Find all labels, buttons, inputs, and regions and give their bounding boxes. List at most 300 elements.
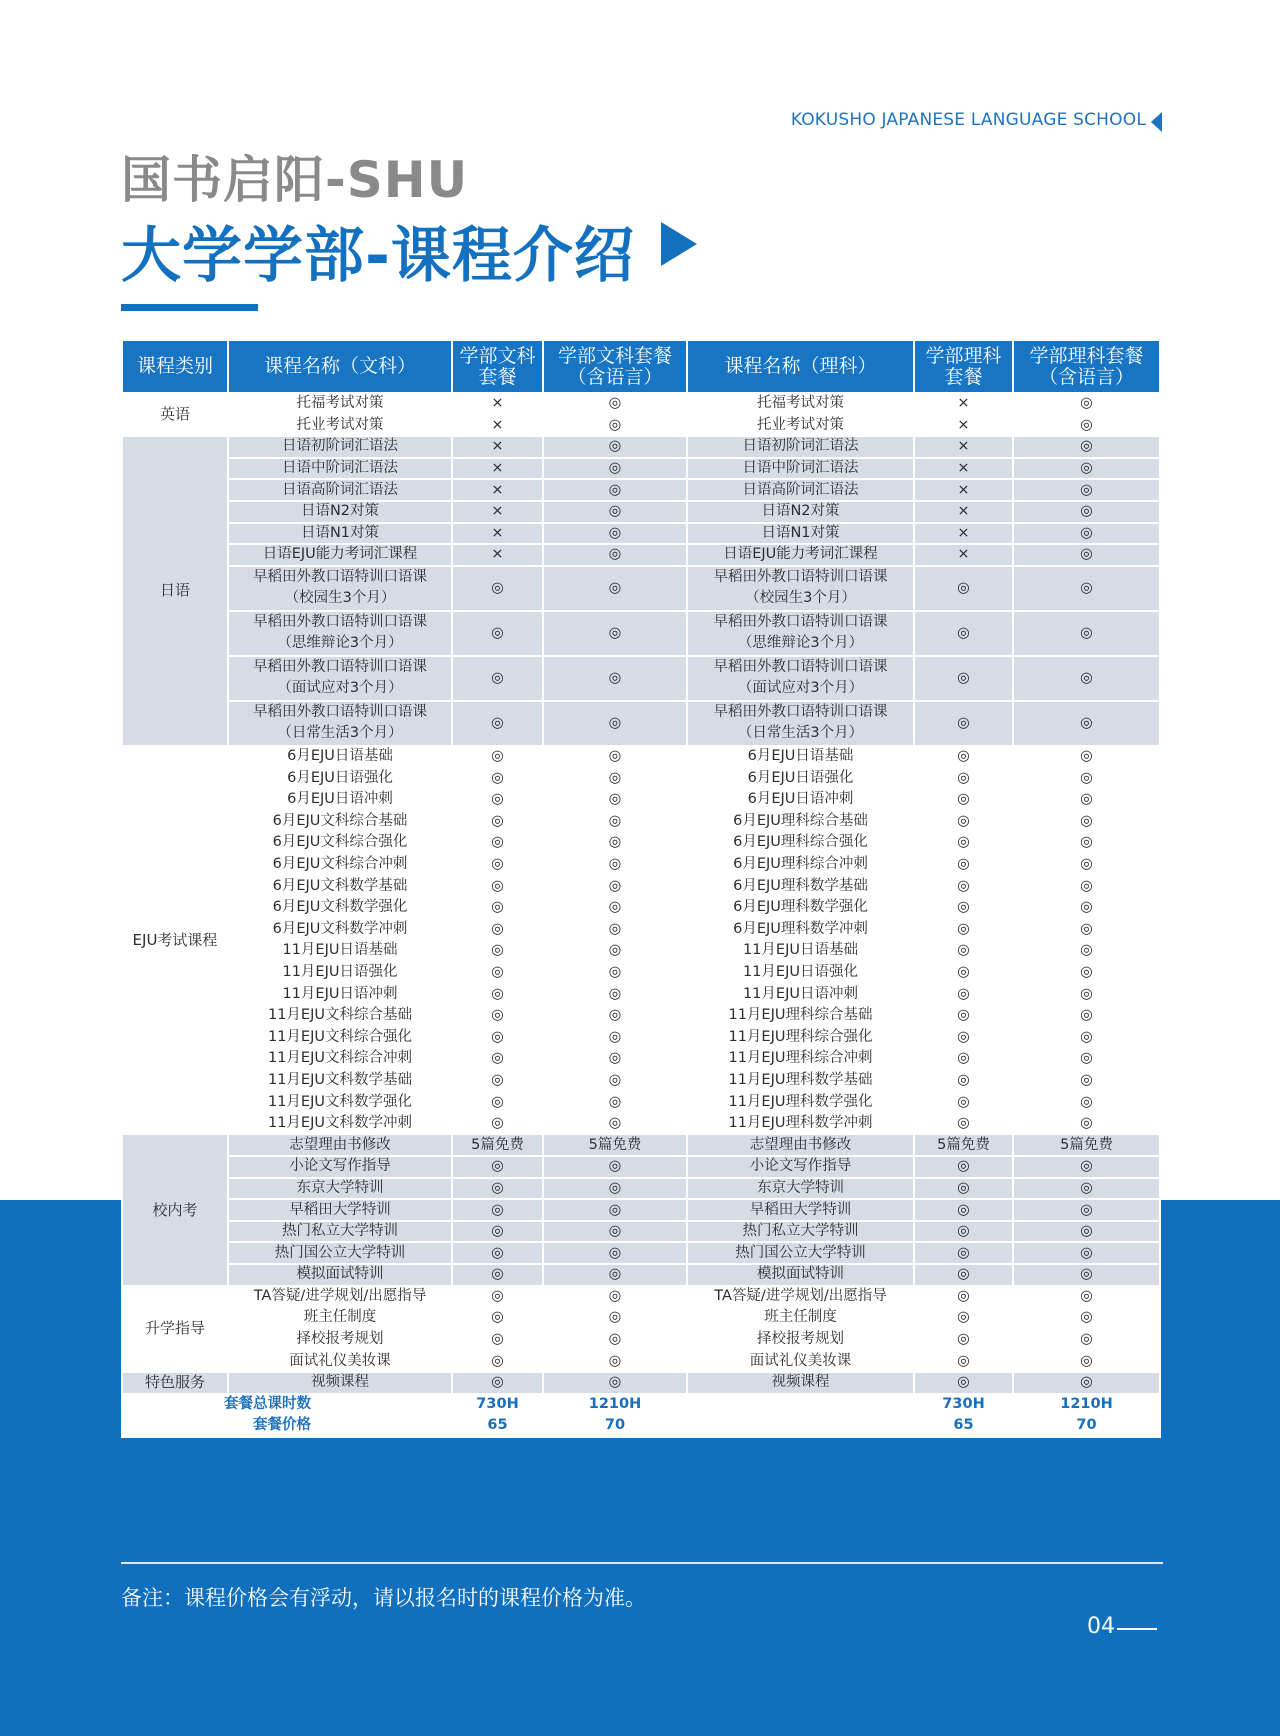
science-package-mark: ◎ [914,1091,1013,1113]
table-row [122,656,1160,701]
summary-science-package: 65 [914,1415,1013,1437]
arts-package-language-mark: ◎ [543,832,687,854]
table-row [122,919,1160,941]
science-package-mark: × [914,544,1013,566]
course-name-science: 11月EJU理科数学基础 [687,1070,914,1092]
table-row [122,501,1160,523]
course-name-science: 11月EJU理科数学冲刺 [687,1113,914,1135]
course-name-science: 日语高阶词汇语法 [687,479,914,501]
title-arrow-icon [661,222,697,266]
science-package-language-mark: ◎ [1013,897,1160,919]
science-package-mark: ◎ [914,701,1013,746]
table-row [122,983,1160,1005]
arts-package-language-mark: ◎ [543,854,687,876]
science-package-language-mark: ◎ [1013,1307,1160,1329]
science-package-language-mark: ◎ [1013,479,1160,501]
science-package-language-mark: ◎ [1013,566,1160,611]
science-package-language-mark: ◎ [1013,1048,1160,1070]
arts-package-language-mark: ◎ [543,656,687,701]
science-package-mark: ◎ [914,1070,1013,1092]
arts-package-language-mark: ◎ [543,767,687,789]
science-package-language-mark: ◎ [1013,1005,1160,1027]
course-name-arts: 托福考试对策 [228,393,452,415]
arts-package-mark: ◎ [452,656,543,701]
table-row [122,1113,1160,1135]
science-package-mark: ◎ [914,919,1013,941]
course-table [121,339,1161,1438]
arts-package-language-mark: ◎ [543,566,687,611]
course-name-science: 11月EJU日语冲刺 [687,983,914,1005]
course-name-arts: 6月EJU文科数学基础 [228,875,452,897]
arts-package-language-mark: ◎ [543,1242,687,1264]
category-cell: 日语 [122,436,228,746]
arts-package-language-mark: ◎ [543,940,687,962]
arts-package-language-mark: ◎ [543,523,687,545]
course-name-science: 日语中阶词汇语法 [687,458,914,480]
science-package-language-mark: ◎ [1013,746,1160,768]
summary-spacer [687,1394,914,1416]
arts-package-mark: ◎ [452,1307,543,1329]
table-header-row [122,340,1160,393]
course-name-science: 6月EJU理科综合冲刺 [687,854,914,876]
science-package-mark: × [914,479,1013,501]
science-package-language-mark: ◎ [1013,940,1160,962]
course-name-arts: 6月EJU日语冲刺 [228,789,452,811]
science-package-language-mark: ◎ [1013,983,1160,1005]
course-name-arts: 小论文写作指导 [228,1156,452,1178]
table-row [122,1350,1160,1372]
course-name-science: 日语初阶词汇语法 [687,436,914,458]
course-name-science: 6月EJU理科数学基础 [687,875,914,897]
science-package-language-mark: ◎ [1013,1242,1160,1264]
arts-package-language-mark: ◎ [543,1286,687,1308]
science-package-mark: ◎ [914,854,1013,876]
course-name-science: 11月EJU理科综合基础 [687,1005,914,1027]
course-name-science: 11月EJU理科综合强化 [687,1026,914,1048]
arts-package-mark: ◎ [452,962,543,984]
arts-package-mark: ◎ [452,919,543,941]
arts-package-language-mark: ◎ [543,1048,687,1070]
table-row [122,701,1160,746]
course-name-science: 6月EJU理科数学强化 [687,897,914,919]
science-package-mark: ◎ [914,1026,1013,1048]
table-body [122,393,1160,1437]
table-row [122,1070,1160,1092]
header-name-science: 课程名称（理科） [687,340,914,393]
arts-package-mark: × [452,523,543,545]
science-package-mark: ◎ [914,811,1013,833]
table-row [122,1048,1160,1070]
science-package-mark: ◎ [914,1307,1013,1329]
arts-package-language-mark: ◎ [543,1221,687,1243]
arts-package-mark: × [452,479,543,501]
summary-science-package-language: 70 [1013,1415,1160,1437]
arts-package-mark: ◎ [452,1156,543,1178]
arts-package-language-mark: ◎ [543,415,687,437]
science-package-mark: ◎ [914,656,1013,701]
arts-package-language-mark: ◎ [543,897,687,919]
science-package-mark: × [914,523,1013,545]
arts-package-language-mark: ◎ [543,1264,687,1286]
table-row [122,767,1160,789]
course-name-science: 11月EJU日语强化 [687,962,914,984]
science-package-language-mark: ◎ [1013,436,1160,458]
course-name-science: 视频课程 [687,1372,914,1394]
arts-package-mark: ◎ [452,1242,543,1264]
science-package-language-mark: ◎ [1013,415,1160,437]
science-package-mark: ◎ [914,1350,1013,1372]
course-name-arts: 日语中阶词汇语法 [228,458,452,480]
table-row [122,940,1160,962]
table-row [122,1372,1160,1394]
science-package-mark: ◎ [914,1372,1013,1394]
summary-arts-package-language: 1210H [543,1394,687,1416]
course-name-arts: 6月EJU文科综合强化 [228,832,452,854]
science-package-language-mark: ◎ [1013,1329,1160,1351]
arts-package-language-mark: ◎ [543,393,687,415]
arts-package-mark: ◎ [452,1091,543,1113]
table-row [122,1307,1160,1329]
course-name-science: 班主任制度 [687,1307,914,1329]
science-package-mark: ◎ [914,1242,1013,1264]
arts-package-language-mark: ◎ [543,1026,687,1048]
arts-package-language-mark: ◎ [543,1350,687,1372]
science-package-mark: × [914,415,1013,437]
course-name-arts: 11月EJU文科综合基础 [228,1005,452,1027]
table-row [122,415,1160,437]
science-package-language-mark: ◎ [1013,854,1160,876]
course-name-science: 11月EJU日语基础 [687,940,914,962]
arts-package-mark: × [452,458,543,480]
course-name-science: 6月EJU理科综合强化 [687,832,914,854]
table-row [122,1264,1160,1286]
science-package-language-mark: ◎ [1013,1091,1160,1113]
science-package-language-mark: ◎ [1013,962,1160,984]
course-name-arts: 热门国公立大学特训 [228,1242,452,1264]
table-row [122,962,1160,984]
science-package-language-mark: ◎ [1013,1199,1160,1221]
table-row [122,1242,1160,1264]
course-name-science: 热门私立大学特训 [687,1221,914,1243]
category-cell: 升学指导 [122,1286,228,1372]
science-package-mark: ◎ [914,746,1013,768]
arts-package-mark: × [452,436,543,458]
header-arts-package-language: 学部文科套餐 （含语言） [543,340,687,393]
table-row [122,566,1160,611]
course-name-arts: 11月EJU文科数学基础 [228,1070,452,1092]
course-name-science: 托业考试对策 [687,415,914,437]
course-name-arts: 热门私立大学特训 [228,1221,452,1243]
course-name-arts: 择校报考规划 [228,1329,452,1351]
course-name-arts: 11月EJU文科综合冲刺 [228,1048,452,1070]
arts-package-mark: ◎ [452,811,543,833]
science-package-mark: ◎ [914,767,1013,789]
science-package-language-mark: ◎ [1013,544,1160,566]
category-cell: 英语 [122,393,228,436]
science-package-language-mark: ◎ [1013,656,1160,701]
arts-package-mark: ◎ [452,1178,543,1200]
table-row [122,1199,1160,1221]
summary-arts-package-language: 70 [543,1415,687,1437]
course-name-arts: 日语N2对策 [228,501,452,523]
arts-package-mark: ◎ [452,701,543,746]
table-row [122,479,1160,501]
science-package-language-mark: ◎ [1013,701,1160,746]
science-package-language-mark: ◎ [1013,875,1160,897]
science-package-language-mark: ◎ [1013,919,1160,941]
course-name-arts: 日语EJU能力考词汇课程 [228,544,452,566]
arts-package-language-mark: ◎ [543,1113,687,1135]
table-row [122,854,1160,876]
arts-package-language-mark: 5篇免费 [543,1134,687,1156]
science-package-language-mark: ◎ [1013,1113,1160,1135]
science-package-mark: ◎ [914,1221,1013,1243]
arts-package-language-mark: ◎ [543,1005,687,1027]
arts-package-mark: 5篇免费 [452,1134,543,1156]
arts-package-language-mark: ◎ [543,1178,687,1200]
science-package-mark: ◎ [914,875,1013,897]
science-package-mark: × [914,458,1013,480]
table-row [122,544,1160,566]
category-cell: 特色服务 [122,1372,228,1394]
course-name-science: 6月EJU理科数学冲刺 [687,919,914,941]
table-row [122,436,1160,458]
science-package-language-mark: ◎ [1013,832,1160,854]
table-row [122,1091,1160,1113]
arts-package-mark: ◎ [452,940,543,962]
arts-package-language-mark: ◎ [543,1329,687,1351]
arts-package-language-mark: ◎ [543,746,687,768]
course-name-science: 托福考试对策 [687,393,914,415]
course-name-science: 日语N1对策 [687,523,914,545]
arts-package-mark: ◎ [452,897,543,919]
course-name-science: 早稻田大学特训 [687,1199,914,1221]
table-row [122,611,1160,656]
science-package-language-mark: ◎ [1013,1026,1160,1048]
page-number-line [1117,1628,1157,1630]
arts-package-language-mark: ◎ [543,789,687,811]
arts-package-mark: ◎ [452,832,543,854]
science-package-mark: ◎ [914,1329,1013,1351]
course-name-science: 早稻田外教口语特训口语课 （思维辩论3个月） [687,611,914,656]
course-name-science: 东京大学特训 [687,1178,914,1200]
course-name-arts: 6月EJU文科数学强化 [228,897,452,919]
science-package-mark: ◎ [914,1156,1013,1178]
science-package-mark: ◎ [914,1199,1013,1221]
header-name-arts: 课程名称（文科） [228,340,452,393]
course-name-arts: 6月EJU日语基础 [228,746,452,768]
arts-package-mark: ◎ [452,746,543,768]
course-name-arts: 日语N1对策 [228,523,452,545]
table-row [122,1329,1160,1351]
science-package-mark: ◎ [914,897,1013,919]
page-title: 大学学部-课程介绍 [121,221,635,291]
arts-package-mark: × [452,415,543,437]
arts-package-mark: ◎ [452,789,543,811]
arts-package-language-mark: ◎ [543,811,687,833]
science-package-mark: ◎ [914,983,1013,1005]
table-row [122,789,1160,811]
course-name-arts: 11月EJU文科综合强化 [228,1026,452,1048]
course-name-arts: 早稻田外教口语特训口语课 （日常生活3个月） [228,701,452,746]
arts-package-mark: ◎ [452,1350,543,1372]
science-package-language-mark: 5篇免费 [1013,1134,1160,1156]
science-package-mark: ◎ [914,789,1013,811]
table-row [122,1178,1160,1200]
course-name-arts: 早稻田外教口语特训口语课 （校园生3个月） [228,566,452,611]
title-underline [121,304,258,311]
course-name-science: 模拟面试特训 [687,1264,914,1286]
course-name-arts: 面试礼仪美妆课 [228,1350,452,1372]
science-package-language-mark: ◎ [1013,789,1160,811]
science-package-mark: × [914,436,1013,458]
course-name-science: 6月EJU日语基础 [687,746,914,768]
page-subtitle: 国书启阳-SHU [121,151,469,209]
summary-row [122,1394,1160,1416]
science-package-mark: ◎ [914,1178,1013,1200]
science-package-mark: ◎ [914,962,1013,984]
science-package-mark: ◎ [914,832,1013,854]
summary-science-package: 730H [914,1394,1013,1416]
arts-package-mark: × [452,544,543,566]
header-category: 课程类别 [122,340,228,393]
table-row [122,1134,1160,1156]
course-name-arts: 日语高阶词汇语法 [228,479,452,501]
summary-row [122,1415,1160,1437]
school-arrow-icon [1151,112,1162,132]
science-package-language-mark: ◎ [1013,501,1160,523]
note-divider [121,1562,1163,1564]
category-cell: EJU考试课程 [122,746,228,1135]
header-science-package-language: 学部理科套餐 （含语言） [1013,340,1160,393]
course-name-arts: 东京大学特训 [228,1178,452,1200]
course-name-science: 择校报考规划 [687,1329,914,1351]
table-row [122,1026,1160,1048]
science-package-mark: ◎ [914,1264,1013,1286]
science-package-language-mark: ◎ [1013,811,1160,833]
arts-package-mark: ◎ [452,1221,543,1243]
course-name-science: TA答疑/进学规划/出愿指导 [687,1286,914,1308]
course-name-arts: 志望理由书修改 [228,1134,452,1156]
arts-package-mark: ◎ [452,1264,543,1286]
arts-package-language-mark: ◎ [543,875,687,897]
arts-package-language-mark: ◎ [543,544,687,566]
course-name-arts: 早稻田大学特训 [228,1199,452,1221]
arts-package-mark: ◎ [452,1329,543,1351]
arts-package-mark: ◎ [452,983,543,1005]
course-name-science: 11月EJU理科综合冲刺 [687,1048,914,1070]
table-row [122,875,1160,897]
science-package-language-mark: ◎ [1013,1286,1160,1308]
table-row [122,1156,1160,1178]
arts-package-mark: ◎ [452,1113,543,1135]
course-name-science: 早稻田外教口语特训口语课 （日常生活3个月） [687,701,914,746]
arts-package-language-mark: ◎ [543,1091,687,1113]
arts-package-language-mark: ◎ [543,983,687,1005]
science-package-mark: ◎ [914,1005,1013,1027]
science-package-language-mark: ◎ [1013,393,1160,415]
course-name-science: 6月EJU日语冲刺 [687,789,914,811]
course-name-arts: 托业考试对策 [228,415,452,437]
arts-package-language-mark: ◎ [543,611,687,656]
course-name-arts: TA答疑/进学规划/出愿指导 [228,1286,452,1308]
course-name-science: 小论文写作指导 [687,1156,914,1178]
arts-package-mark: ◎ [452,1286,543,1308]
arts-package-mark: ◎ [452,854,543,876]
course-name-science: 日语EJU能力考词汇课程 [687,544,914,566]
science-package-language-mark: ◎ [1013,611,1160,656]
science-package-mark: 5篇免费 [914,1134,1013,1156]
course-name-science: 热门国公立大学特训 [687,1242,914,1264]
summary-label: 套餐价格 [122,1415,452,1437]
arts-package-mark: ◎ [452,767,543,789]
science-package-language-mark: ◎ [1013,1221,1160,1243]
arts-package-language-mark: ◎ [543,1199,687,1221]
course-name-arts: 11月EJU文科数学强化 [228,1091,452,1113]
course-name-science: 6月EJU日语强化 [687,767,914,789]
science-package-language-mark: ◎ [1013,458,1160,480]
table-row [122,1286,1160,1308]
science-package-mark: ◎ [914,566,1013,611]
science-package-language-mark: ◎ [1013,523,1160,545]
arts-package-language-mark: ◎ [543,1372,687,1394]
arts-package-language-mark: ◎ [543,501,687,523]
arts-package-language-mark: ◎ [543,962,687,984]
science-package-mark: × [914,501,1013,523]
science-package-language-mark: ◎ [1013,1156,1160,1178]
course-name-science: 志望理由书修改 [687,1134,914,1156]
course-name-arts: 6月EJU文科数学冲刺 [228,919,452,941]
table-row [122,393,1160,415]
science-package-mark: ◎ [914,1286,1013,1308]
arts-package-language-mark: ◎ [543,1070,687,1092]
arts-package-language-mark: ◎ [543,479,687,501]
arts-package-language-mark: ◎ [543,436,687,458]
course-name-arts: 6月EJU日语强化 [228,767,452,789]
header-arts-package: 学部文科 套餐 [452,340,543,393]
science-package-language-mark: ◎ [1013,1372,1160,1394]
table-row [122,832,1160,854]
header-science-package: 学部理科 套餐 [914,340,1013,393]
course-name-science: 日语N2对策 [687,501,914,523]
course-name-arts: 视频课程 [228,1372,452,1394]
arts-package-language-mark: ◎ [543,919,687,941]
science-package-mark: ◎ [914,940,1013,962]
arts-package-mark: ◎ [452,1005,543,1027]
course-name-arts: 早稻田外教口语特训口语课 （思维辩论3个月） [228,611,452,656]
course-name-arts: 11月EJU日语冲刺 [228,983,452,1005]
course-name-science: 6月EJU理科综合基础 [687,811,914,833]
summary-science-package-language: 1210H [1013,1394,1160,1416]
arts-package-mark: ◎ [452,1199,543,1221]
table-row [122,746,1160,768]
table-row [122,1221,1160,1243]
course-name-arts: 6月EJU文科综合基础 [228,811,452,833]
course-name-arts: 11月EJU文科数学冲刺 [228,1113,452,1135]
science-package-mark: ◎ [914,611,1013,656]
category-cell: 校内考 [122,1134,228,1285]
school-name: KOKUSHO JAPANESE LANGUAGE SCHOOL [790,110,1146,130]
table-row [122,1005,1160,1027]
science-package-language-mark: ◎ [1013,1070,1160,1092]
table-row [122,897,1160,919]
science-package-language-mark: ◎ [1013,1264,1160,1286]
course-name-arts: 日语初阶词汇语法 [228,436,452,458]
course-name-arts: 模拟面试特训 [228,1264,452,1286]
science-package-mark: × [914,393,1013,415]
science-package-language-mark: ◎ [1013,767,1160,789]
arts-package-language-mark: ◎ [543,701,687,746]
